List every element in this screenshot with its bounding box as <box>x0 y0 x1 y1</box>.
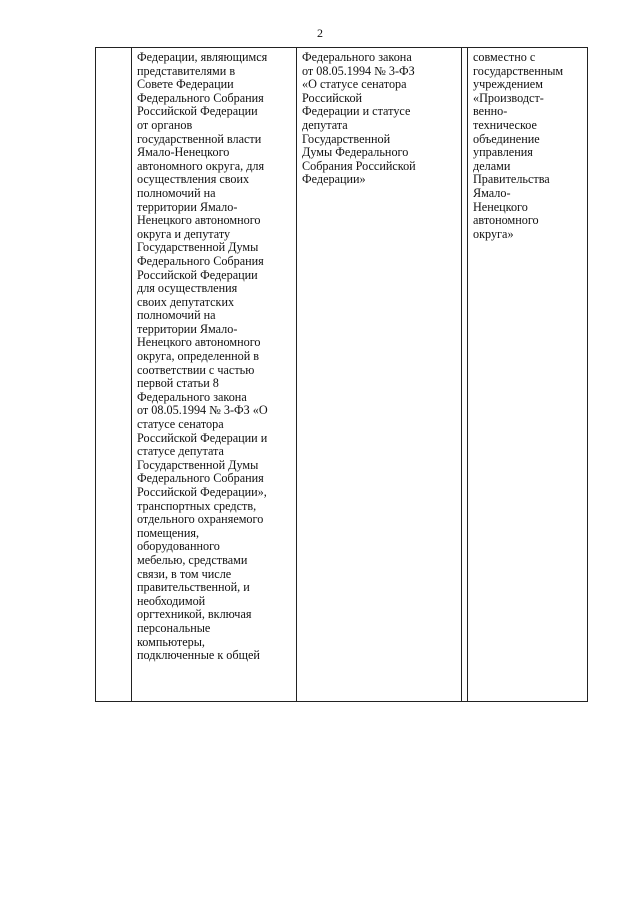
page-number: 2 <box>317 26 323 40</box>
text-line: «О статусе сенатора <box>302 77 407 92</box>
text-line: мебелью, средствами <box>137 552 248 567</box>
text-line: государственным <box>473 63 564 78</box>
text-line: первой статьи 8 <box>137 376 219 391</box>
text-line: Государственной Думы <box>137 240 259 255</box>
text-line: Федерального закона <box>302 50 412 64</box>
text-line: техническое <box>473 117 537 132</box>
text-line: транспортных средств, <box>137 498 257 513</box>
text-line: для осуществления <box>137 281 238 296</box>
text-line: автономного округа, для <box>137 158 265 173</box>
text-line: от 08.05.1994 № 3-ФЗ <box>302 63 415 78</box>
text-line: Ненецкого <box>473 199 528 214</box>
text-line: Российской Федерации и <box>137 430 268 445</box>
text-line: Ямало- <box>473 185 511 200</box>
text-line: Ненецкого автономного <box>137 335 261 350</box>
text-line: «Производст- <box>473 90 544 105</box>
text-line: связи, в том числе <box>137 566 232 581</box>
text-line: автономного <box>473 213 539 228</box>
text-line: Собрания Российской <box>302 158 416 173</box>
text-line: Российской Федерации <box>137 267 258 282</box>
text-line: необходимой <box>137 593 206 608</box>
text-line: Федерального Собрания <box>137 471 264 486</box>
legal-basis-cell <box>297 48 462 702</box>
text-line: своих депутатских <box>137 294 235 309</box>
text-line: округа, определенной в <box>137 349 260 364</box>
text-line: территории Ямало- <box>137 321 238 336</box>
text-line: Государственной Думы <box>137 457 259 472</box>
description-cell <box>132 48 297 702</box>
text-line: Российской Федерации», <box>137 485 267 499</box>
text-line: Федерации, являющимся <box>137 50 268 64</box>
text-line: полномочий на <box>137 308 216 323</box>
text-line: Совете Федерации <box>137 77 234 92</box>
text-line: государственной власти <box>137 131 262 146</box>
text-line: объединение <box>473 131 540 146</box>
text-line: Ненецкого автономного <box>137 213 261 228</box>
text-line: учреждением <box>473 77 543 92</box>
text-line: делами <box>473 158 511 173</box>
text-line: представителями в <box>137 63 236 78</box>
text-line: Федерации» <box>302 172 366 187</box>
text-line: отдельного охраняемого <box>137 512 264 527</box>
text-line: Российской <box>302 90 363 105</box>
text-line: от органов <box>137 117 193 132</box>
text-line: оборудованного <box>137 539 220 554</box>
text-line: осуществления своих <box>137 172 250 187</box>
text-line: Ямало-Ненецкого <box>137 145 230 160</box>
text-line: управления <box>473 145 533 160</box>
text-line: депутата <box>302 117 348 132</box>
text-line: статусе сенатора <box>137 417 224 432</box>
text-line: полномочий на <box>137 185 216 200</box>
text-line: оргтехникой, включая <box>137 607 252 622</box>
text-line: Федерального закона <box>137 389 247 404</box>
table-row <box>96 48 588 702</box>
text-line: округа» <box>473 226 514 241</box>
text-line: совместно с <box>473 50 536 64</box>
text-line: Федерации и статусе <box>302 104 411 119</box>
text-line: Правительства <box>473 172 550 187</box>
text-line: персональные <box>137 620 211 635</box>
text-line: Федерального Собрания <box>137 90 264 105</box>
text-line: венно- <box>473 104 508 119</box>
row-number-cell <box>96 48 132 702</box>
text-line: территории Ямало- <box>137 199 238 214</box>
text-line: Думы Федерального <box>302 145 409 160</box>
text-line: помещения, <box>137 525 199 540</box>
text-line: Государственной <box>302 131 391 146</box>
text-line: округа и депутату <box>137 226 231 241</box>
document-table <box>95 47 588 702</box>
text-line: подключенные к общей <box>137 648 260 663</box>
text-line: статусе депутата <box>137 444 224 459</box>
text-line: от 08.05.1994 № 3-ФЗ «О <box>137 403 268 418</box>
executor-cell <box>468 48 588 702</box>
text-line: Российской Федерации <box>137 104 258 119</box>
text-line: компьютеры, <box>137 634 205 649</box>
text-line: Федерального Собрания <box>137 253 264 268</box>
text-line: правительственной, и <box>137 580 250 595</box>
text-line: соответствии с частью <box>137 362 255 377</box>
